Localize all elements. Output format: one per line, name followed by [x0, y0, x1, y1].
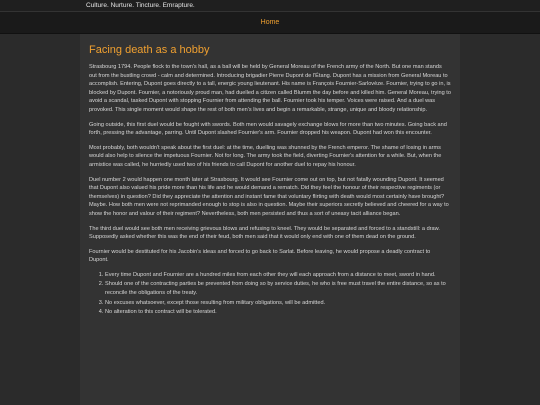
article-paragraph: Fournier would be destituted for his Jacobin's ideas and forced to go back to Sarlat. Before leaving, he would propose a deadly contract to Dupont.	[89, 248, 431, 264]
article-container	[80, 34, 460, 405]
contract-list	[89, 271, 451, 317]
article-paragraph: Going outside, this first duel would be fought with swords. Both men would savagely exchange blows for more than two minutes. Going back and forth, pressing the advantage, parring. Until Dupont slashed Fournier's arm. Fournier dropped his weapon. Dupont had won this encounter.	[89, 121, 447, 137]
article-paragraph: The third duel would see both men receiving grievous blows and refusing to kneel. They would be separated and forced to a standstill: a draw. Supposedly asked whether this was the end of their feud, both men said that it would only end with one of them dead on the ground.	[89, 225, 440, 241]
contract-item: 1. Every time Dupont and Fournier are a hundred miles from each other they will each approach from a distance to meet, sword in hand.	[105, 271, 451, 280]
article-paragraph: Most probably, both wouldn't speak about the first duel: at the time, duelling was shunned by the French emperor. The shame of losing in arms would also help to silence the impetuous Fournier. Not for long. The army took the field, diverting Fournier's attention for a while. But, when the armistice was called, he hurriedly used two of his friends to call Dupont for another duel to repay his honour.	[89, 144, 442, 168]
contract-item: 3. No excuses whatsoever, except those resulting from military obligations, will be admitted.	[105, 299, 451, 308]
site-tagline-bar	[0, 0, 540, 11]
main-nav	[0, 11, 540, 34]
contract-item: 4. No alteration to this contract will be tolerated.	[105, 308, 451, 317]
article-title: Facing death as a hobby	[89, 44, 210, 56]
article-paragraph: Duel number 2 would happen one month later at Strasbourg. It would see Fournier come out on top, but not fatally wounding Dupont. It seemed that Dupont also valued his pride more than his life and he would demand a rematch. Did they feel the honour of their respective regiments (or themselves) in question? Did they appreciate the attention and instant fame that voluntary flirting with death would most certainly have brought? Maybe. How both men were not reprimanded enough to stop is also in question. Maybe their superiors secretly believed and cheered for a way to show the honor and valour of their regiment? Nevertheless, both men persisted and thus a sort of uneasy tacit alliance began.	[89, 176, 449, 217]
site-tagline: Culture. Nurture. Tincture. Emrapture.	[86, 2, 195, 9]
nav-home-link[interactable]: Home	[260, 19, 280, 26]
contract-item: 2. Should one of the contracting parties be prevented from doing so by service duties, he who is free must travel the entire distance, so as to reconcile the obligations of the treaty.	[105, 280, 451, 297]
article-paragraph: Strasbourg 1794. People flock to the town's hall, as a ball will be held by General Moreau of the French army of the North. But one man stands out from the bustling crowd - calm and determined. Introducing brigadier Pierre Dupont de l'Étang. Dupont has a mission from General Moreau to accomplish. Entering, Dupont goes directly to a tall, energic young lieutenant. His name is François Fournier-Sarlovèze. Fournier, trying to go in, is blocked by Dupont. Fournier, a notoriously proud man, had duelled a citizen called Blumm the day before and killed him. General Moreau, trying to avoid a scandal, tasked Dupont with stopping Fournier from attending the ball. Fournier took his temper. Voices were raised. And a duel was provoked. This single moment would shape the rest of both men's lives and begin a remarkable, strange, unique and bloody relationship.	[89, 64, 451, 113]
